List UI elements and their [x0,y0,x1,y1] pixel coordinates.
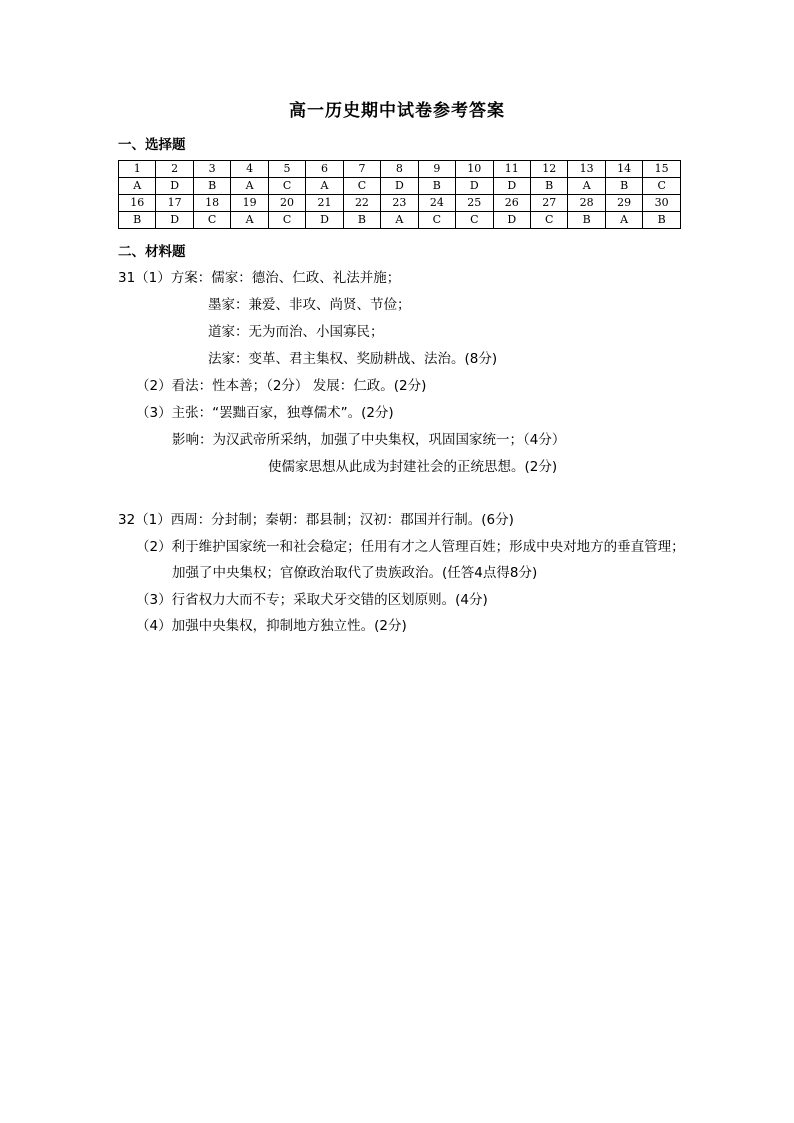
answer-table-cell: B [418,178,455,195]
q31-legalist-line: 法家：变革、君主集权、奖励耕战、法治。(8分) [208,351,498,367]
answer-table-cell: 20 [268,195,305,212]
answer-table-cell: A [568,178,605,195]
answer-table-cell: D [156,212,193,229]
answer-table-cell: A [231,178,268,195]
answer-table-cell: B [605,178,642,195]
answer-table-cell: 16 [119,195,156,212]
answer-table-row [119,161,681,178]
q31-part1-line: 31（1）方案：儒家：德治、仁政、礼法并施； [118,270,401,286]
answer-table-cell: D [306,212,343,229]
answer-table-cell: 17 [156,195,193,212]
answer-table-cell: 13 [568,161,605,178]
answer-table-cell: D [456,178,493,195]
answer-table-cell: B [193,178,230,195]
answer-table-cell: 27 [530,195,567,212]
answer-table-cell: B [530,178,567,195]
answer-table-cell: 7 [343,161,380,178]
answer-table-cell: 12 [530,161,567,178]
answer-table-cell: C [268,178,305,195]
answer-table-cell: 5 [268,161,305,178]
answer-table-cell: 8 [381,161,418,178]
q32-part2-cont-line: 加强了中央集权；官僚政治取代了贵族政治。(任答4点得8分) [172,565,538,581]
answer-table-cell: 25 [456,195,493,212]
answer-table-cell: D [381,178,418,195]
answer-table-cell: A [119,178,156,195]
answer-table-cell: 15 [643,161,681,178]
q31-influence-cont-line: 使儒家思想从此成为封建社会的正统思想。(2分) [268,459,558,475]
answer-table-cell: 23 [381,195,418,212]
q31-daoist-line: 道家：无为而治、小国寡民； [208,324,384,340]
answer-table-cell: 29 [605,195,642,212]
answer-table-cell: 30 [643,195,681,212]
answer-table-cell: B [343,212,380,229]
answer-table-cell: 9 [418,161,455,178]
answer-table-cell: B [119,212,156,229]
answer-table-cell: 10 [456,161,493,178]
answer-table-cell: 19 [231,195,268,212]
answer-table-cell: 6 [306,161,343,178]
q31-mohist-line: 墨家：兼爱、非攻、尚贤、节俭； [208,297,411,313]
answer-table-cell: 28 [568,195,605,212]
section-heading-material: 二、材料题 [118,244,186,260]
q31-part2-line: （2）看法：性本善；（2分） 发展：仁政。(2分) [136,378,427,394]
answer-table-row [119,195,681,212]
answer-table-cell: A [381,212,418,229]
answer-table-cell: 26 [493,195,530,212]
answer-table [118,160,681,229]
q32-part2-line: （2）利于维护国家统一和社会稳定；任用有才之人管理百姓；形成中央对地方的垂直管理； [136,539,685,555]
answer-table-cell: B [643,212,681,229]
answer-table-cell: C [530,212,567,229]
answer-table-cell: A [306,178,343,195]
answer-table-cell: C [193,212,230,229]
section-heading-choice: 一、选择题 [118,137,186,153]
q32-part3-line: （3）行省权力大而不专；采取犬牙交错的区划原则。(4分) [136,592,488,608]
answer-table-cell: 1 [119,161,156,178]
answer-table-cell: 18 [193,195,230,212]
answer-table-cell: 2 [156,161,193,178]
answer-table-cell: 3 [193,161,230,178]
answer-table-cell: D [493,212,530,229]
answer-table-cell: 22 [343,195,380,212]
answer-table-cell: C [268,212,305,229]
q32-part4-line: （4）加强中央集权，抑制地方独立性。(2分) [136,618,407,634]
answer-table-cell: 14 [605,161,642,178]
q32-part1-line: 32（1）西周：分封制；秦朝：郡县制；汉初：郡国并行制。(6分) [118,512,514,528]
answer-table-cell: 24 [418,195,455,212]
answer-table-cell: C [418,212,455,229]
answer-table-cell: C [456,212,493,229]
answer-table-cell: 21 [306,195,343,212]
answer-table-cell: A [605,212,642,229]
answer-table-cell: B [568,212,605,229]
answer-table-row [119,178,681,195]
answer-table-cell: C [643,178,681,195]
answer-table-cell: 4 [231,161,268,178]
answer-table-cell: 11 [493,161,530,178]
answer-table-cell: A [231,212,268,229]
q31-part3-line: （3）主张：“罢黜百家，独尊儒术”。(2分) [136,405,394,421]
answer-table-cell: D [493,178,530,195]
q31-influence-line: 影响：为汉武帝所采纳，加强了中央集权，巩固国家统一；（4分） [172,432,566,448]
page-title: 高一历史期中试卷参考答案 [289,101,505,121]
answer-table-body [119,161,681,229]
answer-table-cell: D [156,178,193,195]
answer-table-row [119,212,681,229]
answer-table-cell: C [343,178,380,195]
